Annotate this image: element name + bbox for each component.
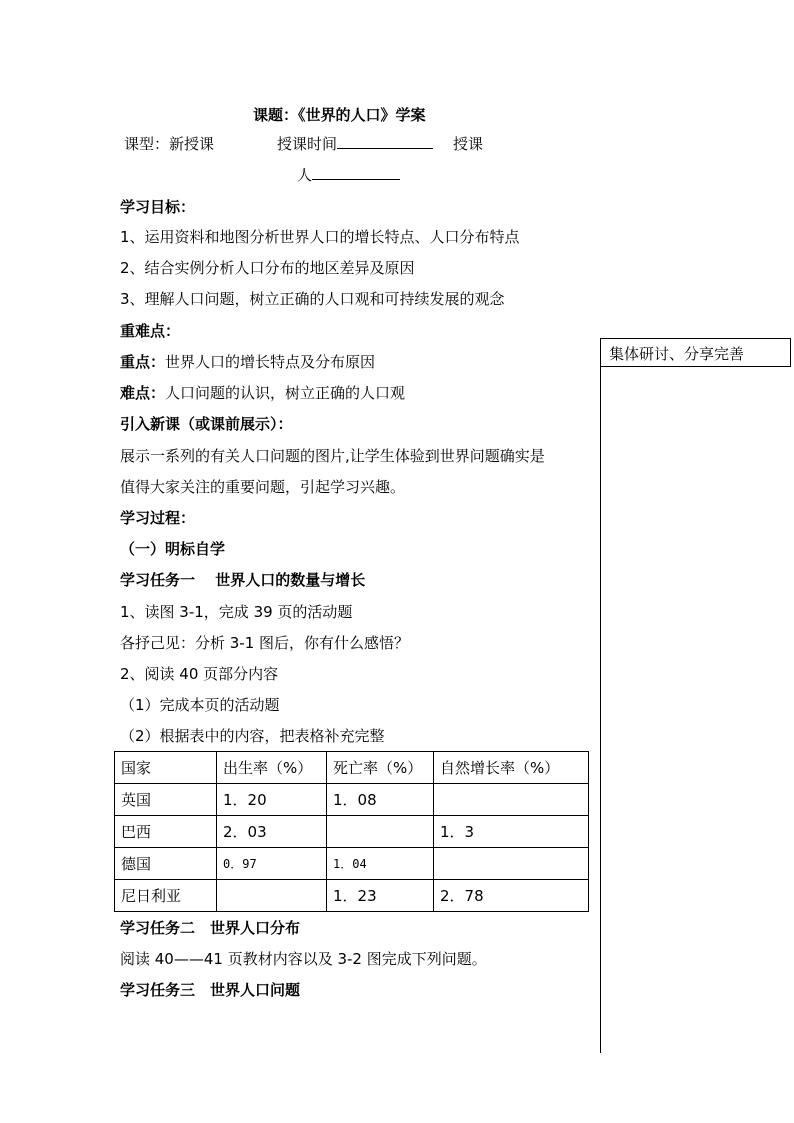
keypoints-heading: 重难点：: [120, 322, 181, 340]
diff-text: 人口问题的认识，树立正确的人口观: [165, 384, 406, 402]
table-cell: 德国: [115, 848, 217, 880]
process-heading: 学习过程：: [120, 509, 196, 527]
table-cell: [434, 784, 589, 816]
sidebar-box: [600, 338, 791, 367]
objective-item: 1、运用资料和地图分析世界人口的增长特点、人口分布特点: [120, 228, 520, 246]
table-header-cell: 出生率（%）: [217, 752, 327, 784]
task1-item: 各抒己见：分析 3-1 图后，你有什么感悟？: [120, 634, 410, 652]
table-cell: [327, 816, 434, 848]
lesson-type: 课型：新授课: [124, 135, 215, 153]
task1-item: 2、阅读 40 页部分内容: [120, 665, 279, 683]
table-cell: 巴西: [115, 816, 217, 848]
key-point: [120, 352, 375, 372]
population-table: [114, 751, 589, 912]
diff-label: 难点：: [120, 384, 166, 402]
task2-heading: 学习任务二 世界人口分布: [120, 919, 301, 937]
table-row: [115, 848, 589, 880]
objectives-heading: 学习目标：: [120, 198, 196, 216]
table-cell: [434, 848, 589, 880]
task1-item: （2）根据表中的内容，把表格补充完整: [120, 727, 385, 745]
objective-item: 2、结合实例分析人口分布的地区差异及原因: [120, 259, 415, 277]
page-title: 课题：《世界的人口》学案: [253, 106, 426, 124]
table-header-row: [115, 752, 589, 784]
table-row: [115, 784, 589, 816]
table-cell: 2．78: [434, 880, 589, 912]
table-cell: 英国: [115, 784, 217, 816]
table-cell: 1．04: [327, 848, 434, 880]
table-cell: 尼日利亚: [115, 880, 217, 912]
table-cell: 1．08: [327, 784, 434, 816]
intro-heading: 引入新课（或课前展示）：: [120, 415, 293, 433]
time-blank: [337, 134, 433, 149]
table-cell: 1．3: [434, 816, 589, 848]
objective-item: 3、理解人口问题，树立正确的人口观和可持续发展的观念: [120, 290, 505, 308]
task1-heading: 学习任务一 世界人口的数量与增长: [120, 571, 366, 589]
table-header-cell: 死亡率（%）: [327, 752, 434, 784]
task1-item: （1）完成本页的活动题: [120, 696, 280, 714]
table-header-cell: 自然增长率（%）: [434, 752, 589, 784]
teacher-label: [297, 165, 400, 185]
table-cell: 2．03: [217, 816, 327, 848]
intro-line: 展示一系列的有关人口问题的图片,让学生体验到世界问题确实是: [120, 447, 545, 465]
time-label: [277, 134, 433, 154]
table-cell: 1．20: [217, 784, 327, 816]
time-label-text: 授课时间: [277, 135, 338, 153]
key-label: 重点：: [120, 353, 166, 371]
teacher-label-2: 人: [297, 166, 313, 184]
difficult-point: [120, 383, 405, 403]
intro-line: 值得大家关注的重要问题，引起学习兴趣。: [120, 478, 406, 496]
section-heading: （一）明标自学: [120, 540, 226, 558]
table-header-cell: 国家: [115, 752, 217, 784]
key-text: 世界人口的增长特点及分布原因: [165, 353, 376, 371]
table-cell: 0．97: [217, 848, 327, 880]
sidebar-divider: [600, 367, 601, 1053]
task2-text: 阅读 40——41 页教材内容以及 3-2 图完成下列问题。: [120, 950, 487, 968]
table-row: [115, 880, 589, 912]
table-cell: 1．23: [327, 880, 434, 912]
table-cell: [217, 880, 327, 912]
task3-heading: 学习任务三 世界人口问题: [120, 981, 301, 999]
task1-item: 1、读图 3-1，完成 39 页的活动题: [120, 603, 353, 621]
teacher-blank: [312, 165, 400, 180]
teacher-label-1: 授课: [453, 135, 484, 153]
sidebar-label: 集体研讨、分享完善: [609, 345, 745, 363]
table-row: [115, 816, 589, 848]
